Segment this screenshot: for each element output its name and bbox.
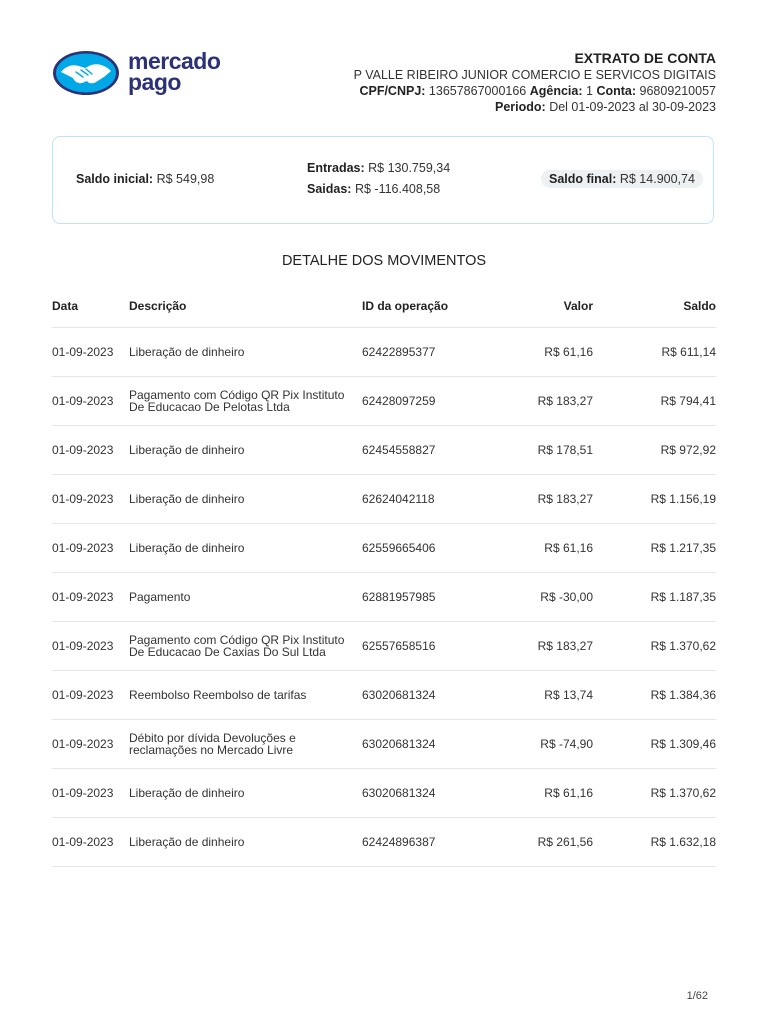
periodo-label: Periodo: [495, 100, 546, 114]
row-operation-id: 62422895377 [362, 345, 436, 359]
row-description: Débito por dívida Devoluções e reclamações no Mercado Livre [129, 731, 296, 757]
row-description: Liberação de dinheiro [129, 443, 245, 457]
row-operation-id: 62557658516 [362, 639, 436, 653]
row-operation-id: 63020681324 [362, 688, 436, 702]
row-date: 01-09-2023 [52, 835, 114, 849]
header-description: Descrição [129, 299, 187, 313]
row-operation-id: 62559665406 [362, 541, 436, 555]
saldo-inicial-label: Saldo inicial: [76, 172, 154, 186]
page-number: 1/62 [686, 990, 708, 1002]
row-date: 01-09-2023 [52, 737, 114, 751]
row-date: 01-09-2023 [52, 443, 114, 457]
movements-table [52, 285, 716, 867]
row-date: 01-09-2023 [52, 639, 114, 653]
table-row [52, 328, 716, 377]
row-description: Liberação de dinheiro [129, 492, 245, 506]
table-row [52, 377, 716, 426]
header-date: Data [52, 299, 79, 313]
row-balance: R$ 1.309,46 [650, 737, 716, 751]
row-balance: R$ 1.632,18 [650, 835, 716, 849]
row-value: R$ 183,27 [537, 492, 593, 506]
conta-label: Conta: [596, 84, 637, 98]
row-description: Reembolso Reembolso de tarifas [129, 688, 307, 702]
row-description: Liberação de dinheiro [129, 835, 245, 849]
saldo-inicial [76, 172, 214, 186]
account-info-line [354, 83, 716, 99]
logo-wordmark-line2: pago [128, 69, 181, 95]
row-operation-id: 62454558827 [362, 443, 436, 457]
row-value: R$ 61,16 [544, 345, 593, 359]
row-balance: R$ 1.156,19 [650, 492, 716, 506]
handshake-logo-icon [52, 50, 122, 96]
agencia-value: 1 [586, 84, 593, 98]
row-operation-id: 62624042118 [362, 492, 435, 506]
table-row [52, 671, 716, 720]
saldo-final-badge [541, 170, 703, 188]
table-row [52, 769, 716, 818]
cpf-label: CPF/CNPJ: [359, 84, 426, 98]
header-operation-id: ID da operação [362, 299, 449, 313]
row-balance: R$ 611,14 [661, 345, 716, 359]
row-date: 01-09-2023 [52, 590, 114, 604]
agencia-label: Agência: [529, 84, 583, 98]
row-value: R$ 183,27 [537, 394, 593, 408]
periodo-value: Del 01-09-2023 al 30-09-2023 [549, 100, 716, 114]
row-value: R$ 183,27 [537, 639, 593, 653]
row-date: 01-09-2023 [52, 492, 114, 506]
period-line [354, 99, 716, 115]
saldo-final-value: R$ 14.900,74 [619, 172, 695, 186]
row-balance: R$ 1.217,35 [650, 541, 716, 555]
table-row [52, 426, 716, 475]
row-operation-id: 62424896387 [362, 835, 436, 849]
row-balance: R$ 794,41 [660, 394, 716, 408]
row-date: 01-09-2023 [52, 541, 114, 555]
table-row [52, 622, 716, 671]
row-description: Pagamento com Código QR Pix Instituto De Educacao De Pelotas Ltda [129, 388, 345, 414]
row-operation-id: 63020681324 [362, 737, 436, 751]
row-date: 01-09-2023 [52, 345, 114, 359]
row-description: Liberação de dinheiro [129, 786, 245, 800]
row-operation-id: 63020681324 [362, 786, 436, 800]
row-value: R$ -74,90 [540, 737, 593, 751]
row-value: R$ 178,51 [537, 443, 593, 457]
row-date: 01-09-2023 [52, 688, 114, 702]
row-balance: R$ 1.370,62 [650, 786, 716, 800]
saidas-label: Saidas: [307, 182, 352, 196]
section-title: DETALHE DOS MOVIMENTOS [281, 253, 487, 269]
row-date: 01-09-2023 [52, 786, 114, 800]
table-row [52, 818, 716, 867]
row-operation-id: 62428097259 [362, 394, 436, 408]
row-description: Pagamento com Código QR Pix Instituto De Educacao De Caxias Do Sul Ltda [129, 633, 345, 659]
statement-header [354, 50, 716, 115]
entradas-value: R$ 130.759,34 [368, 161, 451, 175]
document-title: EXTRATO DE CONTA [574, 50, 716, 66]
row-value: R$ 61,16 [544, 541, 593, 555]
row-description: Liberação de dinheiro [129, 345, 245, 359]
saldo-final-label: Saldo final: [549, 172, 617, 186]
mercado-pago-logo [52, 50, 242, 100]
conta-value: 96809210057 [639, 84, 716, 98]
header-balance: Saldo [683, 299, 716, 313]
entradas-label: Entradas: [307, 161, 365, 175]
saidas [307, 182, 440, 196]
saidas-value: R$ -116.408,58 [354, 182, 441, 196]
table-row [52, 524, 716, 573]
table-row [52, 573, 716, 622]
row-balance: R$ 1.370,62 [650, 639, 716, 653]
saldo-inicial-value: R$ 549,98 [156, 172, 215, 186]
company-name: P VALLE RIBEIRO JUNIOR COMERCIO E SERVICOS DIGITAIS [353, 68, 716, 82]
row-value: R$ 13,74 [544, 688, 593, 702]
logo-wordmark-line1: mercado [128, 48, 221, 74]
table-row [52, 475, 716, 524]
row-description: Liberação de dinheiro [129, 541, 245, 555]
row-balance: R$ 972,92 [660, 443, 716, 457]
entradas [307, 161, 450, 175]
row-value: R$ 261,56 [537, 835, 593, 849]
row-operation-id: 62881957985 [362, 590, 436, 604]
row-balance: R$ 1.384,36 [650, 688, 716, 702]
balance-summary-box [52, 136, 714, 224]
row-date: 01-09-2023 [52, 394, 114, 408]
header-value: Valor [563, 299, 593, 313]
row-value: R$ -30,00 [540, 590, 593, 604]
row-balance: R$ 1.187,35 [650, 590, 716, 604]
table-row [52, 720, 716, 769]
table-header [52, 285, 716, 328]
cpf-value: 13657867000166 [428, 84, 527, 98]
row-description: Pagamento [129, 590, 191, 604]
row-value: R$ 61,16 [544, 786, 593, 800]
